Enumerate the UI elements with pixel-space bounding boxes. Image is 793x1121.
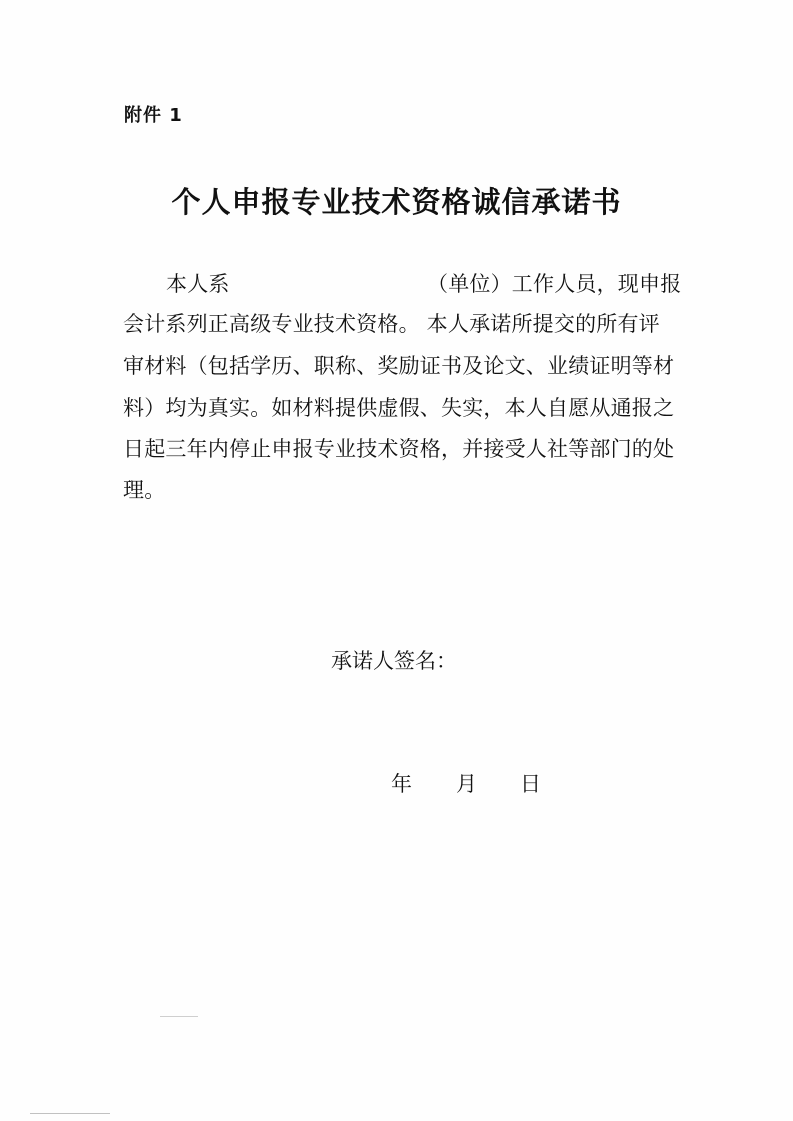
body-line-3: 审材料（包括学历、职称、奖励证书及论文、业绩证明等材 (123, 354, 675, 378)
body-line-1-suffix: （单位）工作人员，现申报 (427, 272, 682, 296)
scan-noise-mark (30, 1113, 110, 1114)
date-month-label: 月 (456, 772, 477, 796)
body-line-4: 料）均为真实。如材料提供虚假、失实，本人自愿从通报之 (123, 396, 675, 420)
attachment-label: 附件 1 (124, 105, 183, 126)
body-line-5: 日起三年内停止申报专业技术资格，并接受人社等部门的处 (123, 437, 675, 461)
signature-label: 承诺人签名： (331, 649, 457, 673)
body-line-2: 会计系列正高级专业技术资格。 本人承诺所提交的所有评 (123, 312, 660, 336)
scan-noise-mark (160, 1016, 198, 1017)
body-line-1-prefix: 本人系 (166, 272, 230, 296)
date-year-label: 年 (391, 772, 412, 796)
date-day-label: 日 (520, 772, 541, 796)
body-line-6: 理。 (123, 478, 166, 502)
document-title: 个人申报专业技术资格诚信承诺书 (171, 185, 622, 219)
